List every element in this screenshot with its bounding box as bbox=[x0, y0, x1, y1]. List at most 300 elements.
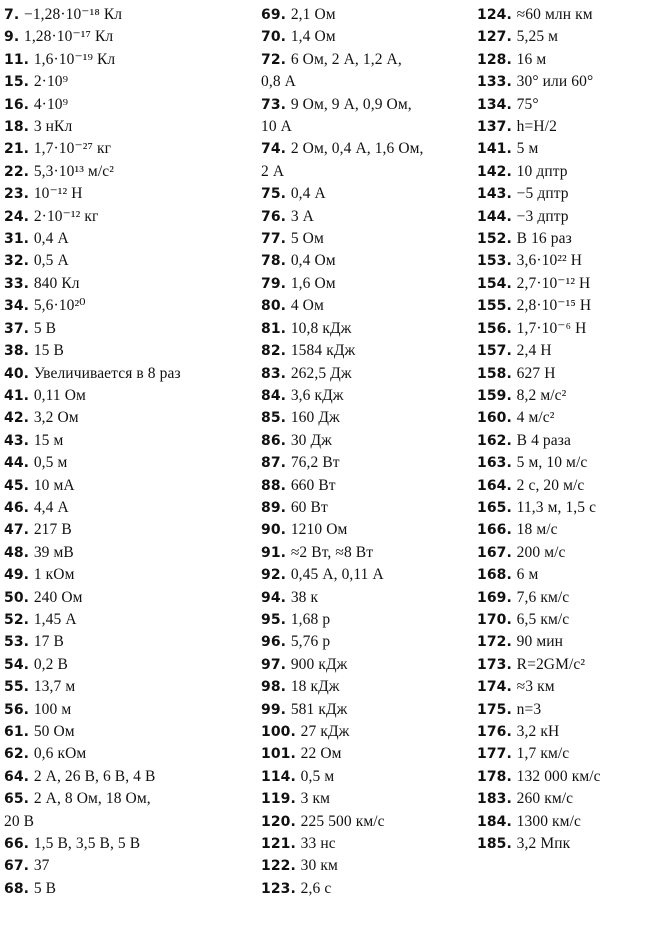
answer-entry bbox=[477, 94, 649, 116]
answer-entry bbox=[477, 654, 649, 676]
answer-text: 50 Ом bbox=[33, 723, 75, 740]
problem-number: 154. bbox=[477, 275, 512, 292]
answer-text: В 16 раз bbox=[516, 230, 572, 248]
answer-text: 5 м bbox=[516, 140, 539, 158]
problem-number: 9. bbox=[4, 29, 20, 46]
answer-entry bbox=[4, 564, 254, 586]
answer-entry bbox=[4, 475, 254, 497]
answer-text: ≈3 км bbox=[516, 678, 555, 696]
answer-text: 581 кДж bbox=[290, 700, 348, 718]
answer-entry bbox=[477, 71, 649, 93]
answer-entry bbox=[261, 26, 471, 48]
problem-number: 165. bbox=[477, 499, 512, 516]
answer-text: 5,76 р bbox=[290, 633, 331, 651]
answer-entry bbox=[477, 49, 649, 71]
answer-text: 1,7·10⁻⁶ Н bbox=[516, 319, 587, 337]
problem-number: 137. bbox=[477, 119, 512, 136]
problem-number: 79. bbox=[261, 275, 287, 292]
answer-entry bbox=[477, 788, 649, 810]
answer-entry bbox=[477, 497, 649, 519]
answer-text: 225 500 км/с bbox=[300, 812, 385, 830]
problem-number: 155. bbox=[477, 298, 512, 315]
answer-entry bbox=[477, 228, 649, 250]
answer-entry bbox=[261, 385, 471, 407]
answer-text: 900 кДж bbox=[290, 655, 348, 673]
answer-entry bbox=[4, 878, 254, 900]
answer-entry bbox=[4, 699, 254, 721]
answer-text: 13,7 м bbox=[33, 678, 76, 696]
answer-entry bbox=[261, 452, 471, 474]
answer-entry bbox=[477, 811, 649, 833]
answer-text: 6 м bbox=[516, 566, 539, 584]
answer-entry bbox=[4, 788, 254, 833]
answer-entry bbox=[477, 273, 649, 295]
answer-text: 262,5 Дж bbox=[290, 364, 352, 382]
answer-entry bbox=[261, 855, 471, 877]
answer-entry bbox=[261, 228, 471, 250]
answer-text: 8,2 м/с² bbox=[516, 386, 567, 404]
problem-number: 32. bbox=[4, 253, 30, 270]
problem-number: 11. bbox=[4, 51, 30, 68]
answer-entry bbox=[4, 183, 254, 205]
problem-number: 73. bbox=[261, 96, 287, 113]
answer-entry bbox=[261, 206, 471, 228]
problem-number: 156. bbox=[477, 320, 512, 337]
answer-entry bbox=[4, 4, 254, 26]
problem-number: 88. bbox=[261, 477, 287, 494]
answer-text: 100 м bbox=[33, 700, 72, 718]
answer-entry bbox=[4, 71, 254, 93]
problem-number: 91. bbox=[261, 544, 287, 561]
answer-text: 15 В bbox=[33, 342, 64, 360]
problem-number: 48. bbox=[4, 544, 30, 561]
problem-number: 44. bbox=[4, 455, 30, 472]
answer-text: 0,6 кОм bbox=[33, 745, 87, 763]
answer-text: 30° или 60° bbox=[516, 73, 594, 91]
answers-column-3 bbox=[477, 4, 649, 855]
answer-text: ≈60 млн км bbox=[516, 6, 593, 23]
answer-entry bbox=[4, 385, 254, 407]
answer-entry bbox=[261, 475, 471, 497]
answer-entry bbox=[4, 228, 254, 250]
problem-number: 53. bbox=[4, 634, 30, 651]
problem-number: 37. bbox=[4, 320, 30, 337]
answer-text: 3 нКл bbox=[33, 118, 73, 136]
problem-number: 92. bbox=[261, 567, 287, 584]
answer-text: 16 м bbox=[516, 50, 547, 68]
answer-text: 90 мин bbox=[516, 633, 564, 651]
problem-number: 167. bbox=[477, 544, 512, 561]
answer-entry bbox=[4, 250, 254, 272]
answer-text: 2 Ом, 0,4 А, 1,6 Ом, 2 А bbox=[261, 140, 424, 180]
problem-number: 143. bbox=[477, 186, 512, 203]
problem-number: 56. bbox=[4, 701, 30, 718]
problem-number: 80. bbox=[261, 298, 287, 315]
problem-number: 31. bbox=[4, 231, 30, 248]
problem-number: 127. bbox=[477, 29, 512, 46]
answer-entry bbox=[4, 138, 254, 160]
problem-number: 34. bbox=[4, 298, 30, 315]
problem-number: 65. bbox=[4, 791, 30, 808]
answer-entry bbox=[261, 542, 471, 564]
answer-entry bbox=[477, 766, 649, 788]
answer-text: 0,5 м bbox=[300, 767, 335, 785]
answer-entry bbox=[261, 138, 471, 183]
answer-entry bbox=[261, 699, 471, 721]
problem-number: 16. bbox=[4, 96, 30, 113]
problem-number: 123. bbox=[261, 880, 296, 897]
answer-entry bbox=[477, 183, 649, 205]
answer-text: 4·10⁹ bbox=[33, 95, 69, 113]
problem-number: 134. bbox=[477, 96, 512, 113]
problem-number: 133. bbox=[477, 74, 512, 91]
problem-number: 62. bbox=[4, 746, 30, 763]
answer-entry bbox=[4, 631, 254, 653]
problem-number: 54. bbox=[4, 656, 30, 673]
answer-entry bbox=[261, 430, 471, 452]
answer-text: −3 дптр bbox=[516, 207, 569, 225]
answer-text: 2,1 Ом bbox=[290, 6, 336, 23]
answer-entry bbox=[4, 721, 254, 743]
answer-text: 5 м, 10 м/с bbox=[516, 454, 588, 472]
answer-entry bbox=[4, 273, 254, 295]
answer-entry bbox=[261, 743, 471, 765]
answer-text: 5 Ом bbox=[290, 230, 324, 248]
answer-text: 132 000 км/с bbox=[516, 767, 601, 785]
answer-entry bbox=[4, 676, 254, 698]
problem-number: 82. bbox=[261, 343, 287, 360]
problem-number: 158. bbox=[477, 365, 512, 382]
answer-text: −5 дптр bbox=[516, 185, 569, 203]
answer-text: 7,6 км/с bbox=[516, 588, 570, 606]
problem-number: 142. bbox=[477, 163, 512, 180]
answer-text: 3,6·10²² Н bbox=[516, 252, 583, 270]
problem-number: 75. bbox=[261, 186, 287, 203]
answer-text: 17 В bbox=[33, 633, 64, 651]
answer-text: 627 Н bbox=[516, 364, 556, 382]
answer-text: 160 Дж bbox=[290, 409, 340, 427]
problem-number: 184. bbox=[477, 813, 512, 830]
problem-number: 74. bbox=[261, 141, 287, 158]
problem-number: 86. bbox=[261, 432, 287, 449]
answers-column-2 bbox=[261, 4, 471, 900]
answer-entry bbox=[4, 161, 254, 183]
problem-number: 128. bbox=[477, 51, 512, 68]
problem-number: 164. bbox=[477, 477, 512, 494]
problem-number: 169. bbox=[477, 589, 512, 606]
problem-number: 43. bbox=[4, 432, 30, 449]
answer-text: 2 А, 8 Ом, 18 Ом, 20 В bbox=[4, 790, 151, 830]
answer-text: 30 км bbox=[300, 857, 338, 875]
answer-text: 217 В bbox=[33, 521, 72, 539]
problem-number: 122. bbox=[261, 858, 296, 875]
problem-number: 69. bbox=[261, 7, 287, 23]
problem-number: 46. bbox=[4, 499, 30, 516]
answer-entry bbox=[4, 407, 254, 429]
answer-entry bbox=[261, 721, 471, 743]
answer-text: 10 мА bbox=[33, 476, 75, 494]
answer-text: 3,2 кН bbox=[516, 723, 560, 740]
answer-entry bbox=[4, 49, 254, 71]
answer-text: 0,11 Ом bbox=[33, 386, 86, 404]
answer-entry bbox=[477, 743, 649, 765]
problem-number: 99. bbox=[261, 701, 287, 718]
answer-text: 840 Кл bbox=[33, 274, 80, 292]
answer-entry bbox=[477, 452, 649, 474]
answer-entry bbox=[261, 519, 471, 541]
answer-entry bbox=[4, 833, 254, 855]
answer-text: 6,5 км/с bbox=[516, 610, 570, 628]
problem-number: 78. bbox=[261, 253, 287, 270]
answer-text: 2 А, 26 В, 6 В, 4 В bbox=[33, 767, 156, 785]
problem-number: 70. bbox=[261, 29, 287, 46]
answer-entry bbox=[477, 609, 649, 631]
answer-text: 2,7·10⁻¹² Н bbox=[516, 274, 591, 292]
problem-number: 41. bbox=[4, 387, 30, 404]
answer-entry bbox=[261, 273, 471, 295]
problem-number: 89. bbox=[261, 499, 287, 516]
answer-entry bbox=[4, 94, 254, 116]
problem-number: 166. bbox=[477, 522, 512, 539]
answer-text: 60 Вт bbox=[290, 498, 328, 516]
answer-entry bbox=[477, 564, 649, 586]
answer-text: 3 км bbox=[300, 790, 331, 808]
problem-number: 38. bbox=[4, 343, 30, 360]
answer-text: 75° bbox=[516, 95, 539, 113]
answer-text: 2·10⁻¹² кг bbox=[33, 207, 99, 225]
answer-entry bbox=[477, 385, 649, 407]
answer-text: 3,2 Мпк bbox=[516, 835, 571, 853]
problem-number: 15. bbox=[4, 74, 30, 91]
answer-text: 1,45 А bbox=[33, 610, 77, 628]
answer-entry bbox=[261, 676, 471, 698]
answer-entry bbox=[4, 430, 254, 452]
problem-number: 153. bbox=[477, 253, 512, 270]
answer-entry bbox=[4, 26, 254, 48]
answer-entry bbox=[4, 855, 254, 877]
problem-number: 68. bbox=[4, 880, 30, 897]
problem-number: 168. bbox=[477, 567, 512, 584]
problem-number: 18. bbox=[4, 119, 30, 136]
answer-entry bbox=[4, 519, 254, 541]
problem-number: 52. bbox=[4, 611, 30, 628]
answer-text: 200 м/с bbox=[516, 543, 566, 561]
problem-number: 81. bbox=[261, 320, 287, 337]
problem-number: 7. bbox=[4, 7, 20, 23]
answer-entry bbox=[477, 631, 649, 653]
answer-entry bbox=[261, 609, 471, 631]
answer-text: 10,8 кДж bbox=[290, 319, 352, 337]
answer-entry bbox=[261, 94, 471, 139]
answer-text: 0,4 А bbox=[290, 185, 326, 203]
problem-number: 77. bbox=[261, 231, 287, 248]
problem-number: 124. bbox=[477, 7, 512, 23]
answer-text: 30 Дж bbox=[290, 431, 332, 449]
answer-text: 9 Ом, 9 А, 0,9 Ом, 10 А bbox=[261, 95, 412, 136]
answer-entry bbox=[4, 587, 254, 609]
answer-text: 10⁻¹² Н bbox=[33, 185, 83, 203]
answer-entry bbox=[261, 295, 471, 317]
answer-text: ≈2 Вт, ≈8 Вт bbox=[290, 543, 374, 561]
answer-entry bbox=[261, 811, 471, 833]
answer-entry bbox=[261, 318, 471, 340]
answer-entry bbox=[261, 250, 471, 272]
answer-text: 240 Ом bbox=[33, 588, 83, 606]
problem-number: 72. bbox=[261, 51, 287, 68]
answer-text: 10 дптр bbox=[516, 162, 568, 180]
problem-number: 120. bbox=[261, 813, 296, 830]
answer-text: 27 кДж bbox=[300, 723, 350, 740]
answer-text: 2·10⁹ bbox=[33, 73, 69, 91]
answer-entry bbox=[4, 542, 254, 564]
problem-number: 33. bbox=[4, 275, 30, 292]
problem-number: 64. bbox=[4, 768, 30, 785]
answer-entry bbox=[477, 116, 649, 138]
answer-entry bbox=[477, 676, 649, 698]
problem-number: 141. bbox=[477, 141, 512, 158]
problem-number: 67. bbox=[4, 858, 30, 875]
answer-entry bbox=[261, 766, 471, 788]
answer-text: 38 к bbox=[290, 588, 319, 606]
problem-number: 177. bbox=[477, 746, 512, 763]
answer-text: 5,25 м bbox=[516, 28, 559, 46]
answer-entry bbox=[477, 295, 649, 317]
answer-text: 0,4 Ом bbox=[290, 252, 336, 270]
answer-entry bbox=[477, 475, 649, 497]
answer-entry bbox=[477, 340, 649, 362]
problem-number: 174. bbox=[477, 679, 512, 696]
answer-text: 1,6 Ом bbox=[290, 274, 336, 292]
problem-number: 178. bbox=[477, 768, 512, 785]
answer-entry bbox=[477, 250, 649, 272]
answer-text: 11,3 м, 1,5 с bbox=[516, 498, 597, 516]
answer-text: h=H/2 bbox=[516, 118, 557, 136]
answer-text: −1,28·10⁻¹⁸ Кл bbox=[23, 6, 123, 23]
problem-number: 76. bbox=[261, 208, 287, 225]
answer-text: 1210 Ом bbox=[290, 521, 348, 539]
answer-text: 1,28·10⁻¹⁷ Кл bbox=[23, 28, 114, 46]
answer-entry bbox=[261, 363, 471, 385]
problem-number: 101. bbox=[261, 746, 296, 763]
answer-entry bbox=[4, 340, 254, 362]
answer-text: 76,2 Вт bbox=[290, 454, 340, 472]
problem-number: 24. bbox=[4, 208, 30, 225]
answer-entry bbox=[261, 4, 471, 26]
problem-number: 45. bbox=[4, 477, 30, 494]
problem-number: 185. bbox=[477, 836, 512, 853]
answer-entry bbox=[477, 430, 649, 452]
answer-text: 5 В bbox=[33, 879, 57, 897]
problem-number: 96. bbox=[261, 634, 287, 651]
answer-text: 4 Ом bbox=[290, 297, 324, 315]
answer-text: 6 Ом, 2 А, 1,2 А, 0,8 А bbox=[261, 50, 402, 91]
answer-entry bbox=[477, 26, 649, 48]
answer-text: R=2GM/c² bbox=[516, 655, 586, 673]
answer-text: 4 м/с² bbox=[516, 409, 555, 427]
problem-number: 172. bbox=[477, 634, 512, 651]
answer-entry bbox=[261, 564, 471, 586]
answer-entry bbox=[4, 206, 254, 228]
answer-entry bbox=[477, 587, 649, 609]
answer-entry bbox=[477, 363, 649, 385]
answer-entry bbox=[4, 766, 254, 788]
problem-number: 159. bbox=[477, 387, 512, 404]
answer-text: 1300 км/с bbox=[516, 812, 581, 830]
problem-number: 42. bbox=[4, 410, 30, 427]
answer-entry bbox=[4, 609, 254, 631]
answer-entry bbox=[261, 788, 471, 810]
answer-entry bbox=[261, 497, 471, 519]
answer-text: В 4 раза bbox=[516, 431, 571, 449]
answer-entry bbox=[261, 407, 471, 429]
answer-entry bbox=[477, 318, 649, 340]
problem-number: 152. bbox=[477, 231, 512, 248]
answer-text: 3,2 Ом bbox=[33, 409, 79, 427]
problem-number: 95. bbox=[261, 611, 287, 628]
answer-text: 1,68 р bbox=[290, 610, 331, 628]
answer-entry bbox=[4, 116, 254, 138]
answer-text: 5 В bbox=[33, 319, 57, 337]
answer-text: 33 нс bbox=[300, 835, 336, 853]
problem-number: 49. bbox=[4, 567, 30, 584]
answer-entry bbox=[261, 878, 471, 900]
problem-number: 175. bbox=[477, 701, 512, 718]
problem-number: 97. bbox=[261, 656, 287, 673]
answer-entry bbox=[477, 519, 649, 541]
answer-text: 15 м bbox=[33, 431, 64, 449]
answer-entry bbox=[261, 833, 471, 855]
answer-text: 0,45 А, 0,11 А bbox=[290, 566, 384, 584]
problem-number: 183. bbox=[477, 791, 512, 808]
answer-entry bbox=[261, 631, 471, 653]
answer-entry bbox=[4, 318, 254, 340]
answer-text: 1,7 км/с bbox=[516, 745, 570, 763]
answer-text: 660 Вт bbox=[290, 476, 336, 494]
answer-text: 1,5 В, 3,5 В, 5 В bbox=[33, 835, 141, 853]
answer-entry bbox=[261, 340, 471, 362]
problem-number: 66. bbox=[4, 836, 30, 853]
answer-entry bbox=[261, 183, 471, 205]
answer-text: 39 мВ bbox=[33, 543, 74, 561]
problem-number: 90. bbox=[261, 522, 287, 539]
problem-number: 160. bbox=[477, 410, 512, 427]
answer-text: 1,7·10⁻²⁷ кг bbox=[33, 140, 112, 158]
problem-number: 61. bbox=[4, 724, 30, 740]
problem-number: 47. bbox=[4, 522, 30, 539]
answer-text: Увеличивается в 8 раз bbox=[33, 364, 181, 382]
answer-text: 2,4 Н bbox=[516, 342, 552, 360]
answer-entry bbox=[4, 497, 254, 519]
problem-number: 94. bbox=[261, 589, 287, 606]
answer-entry bbox=[4, 363, 254, 385]
answer-entry bbox=[477, 206, 649, 228]
problem-number: 23. bbox=[4, 186, 30, 203]
problem-number: 100. bbox=[261, 724, 296, 740]
answer-entry bbox=[477, 138, 649, 160]
answer-text: 1584 кДж bbox=[290, 342, 356, 360]
answer-text: n=3 bbox=[516, 700, 542, 718]
answer-entry bbox=[477, 721, 649, 743]
problem-number: 84. bbox=[261, 387, 287, 404]
answer-entry bbox=[4, 295, 254, 317]
problem-number: 157. bbox=[477, 343, 512, 360]
answer-entry bbox=[477, 407, 649, 429]
answer-entry bbox=[477, 161, 649, 183]
problem-number: 21. bbox=[4, 141, 30, 158]
answer-entry bbox=[477, 4, 649, 26]
answer-text: 18 м/с bbox=[516, 521, 558, 539]
problem-number: 119. bbox=[261, 791, 296, 808]
